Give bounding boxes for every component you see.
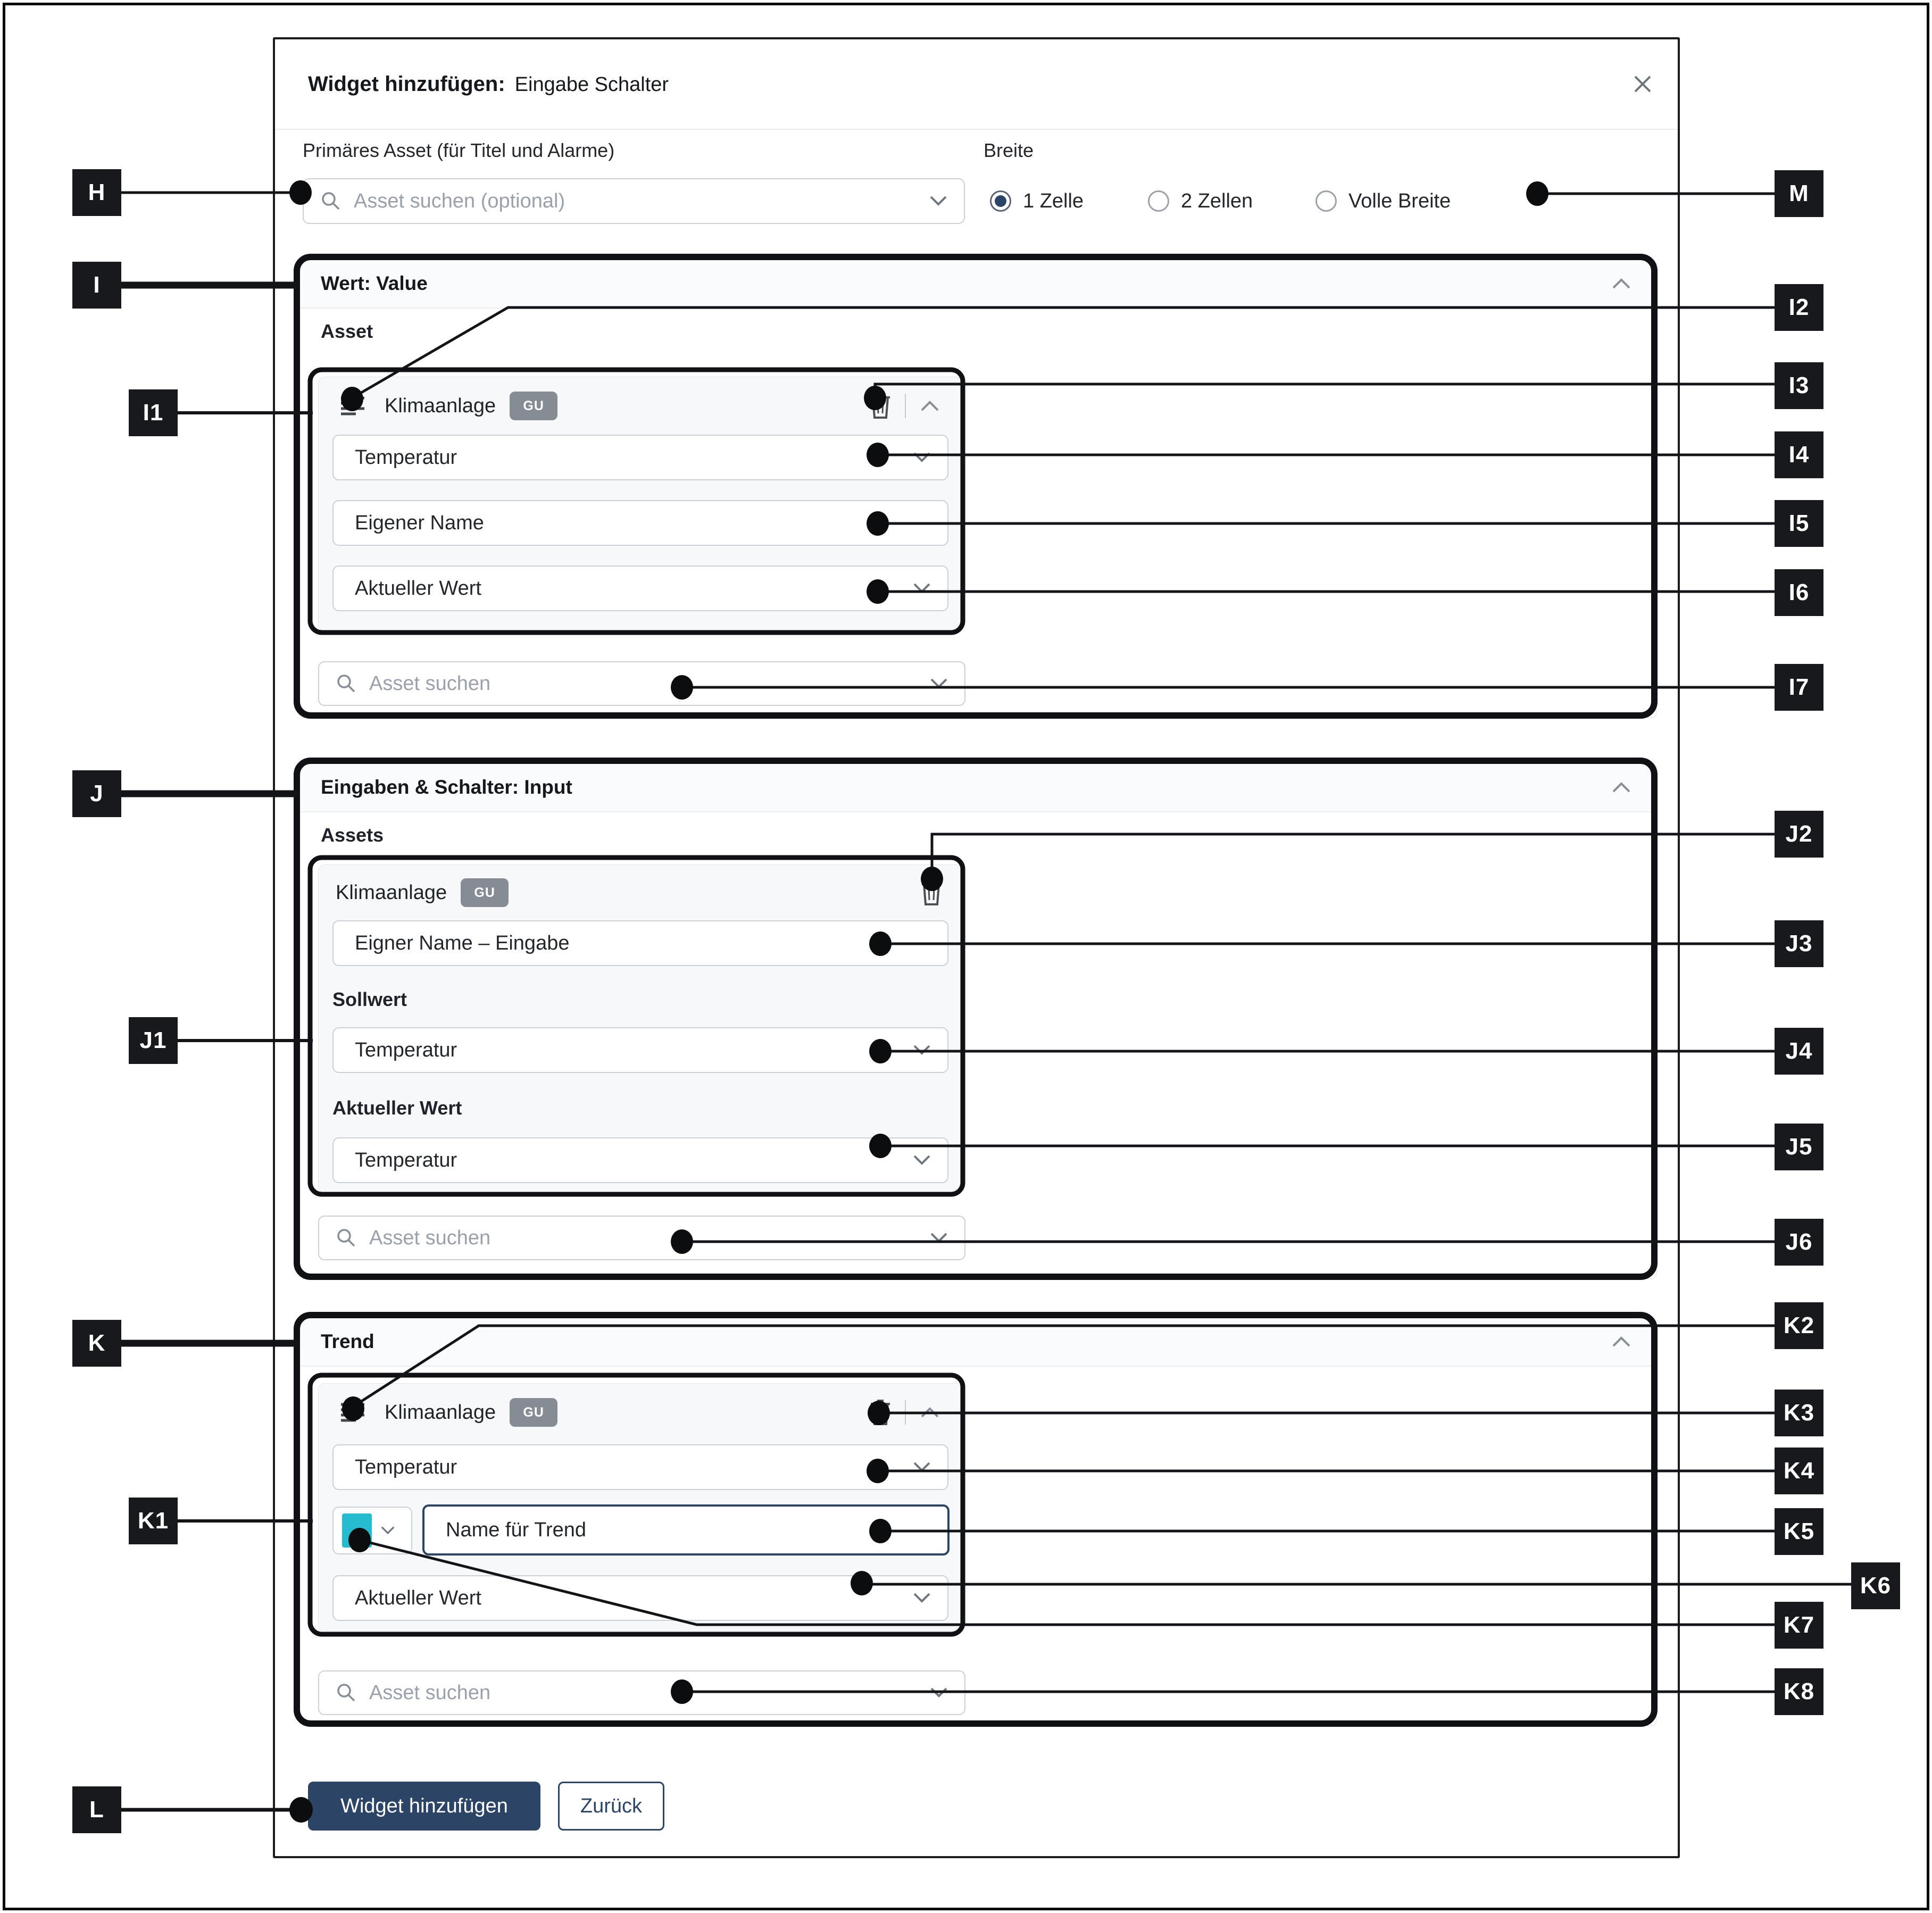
- callout-label-j4: J4: [1775, 1028, 1823, 1075]
- section-wert-title: Wert: Value: [321, 272, 428, 294]
- trend-asset-card: [318, 1383, 963, 1632]
- callout-label-k5: K5: [1775, 1508, 1823, 1555]
- wert-datapoint-value: Temperatur: [355, 446, 457, 469]
- divider: [905, 1400, 906, 1425]
- add-widget-dialog: [273, 37, 1680, 1858]
- callout-label-i6: I6: [1775, 569, 1823, 616]
- sollwert-datapoint-value: Temperatur: [355, 1038, 457, 1061]
- chevron-down-icon: [911, 1592, 932, 1604]
- radio-circle-selected-icon: [990, 190, 1011, 212]
- trend-name-value: Name für Trend: [446, 1518, 586, 1541]
- callout-label-i4: I4: [1775, 431, 1823, 478]
- asset-type-badge: GU: [510, 392, 557, 420]
- trend-color-select[interactable]: [332, 1507, 412, 1554]
- radio-volle-breite-label: Volle Breite: [1348, 189, 1451, 212]
- input-custom-name-input[interactable]: [332, 920, 948, 966]
- callout-label-j1: J1: [129, 1017, 178, 1064]
- section-trend-title: Trend: [321, 1330, 374, 1352]
- asset-name: Klimaanlage: [385, 394, 496, 417]
- drag-handle-icon[interactable]: [340, 1401, 365, 1424]
- wert-datapoint-select[interactable]: [332, 435, 948, 480]
- primary-asset-search-placeholder: Asset suchen (optional): [354, 189, 565, 212]
- asset-type-badge: GU: [461, 878, 509, 907]
- radio-2-zellen[interactable]: [1148, 189, 1253, 213]
- radio-circle-icon: [1315, 190, 1337, 212]
- section-input-header[interactable]: [299, 763, 1656, 812]
- input-custom-name-value: Eigner Name – Eingabe: [355, 931, 570, 954]
- dialog-title-widget-type: Eingabe Schalter: [514, 73, 669, 96]
- section-trend-header[interactable]: [299, 1318, 1656, 1367]
- section-trend: [299, 1317, 1656, 1726]
- asset-label: Asset: [321, 320, 373, 342]
- section-input-title: Eingaben & Schalter: Input: [321, 776, 572, 798]
- trend-datapoint-value: Temperatur: [355, 1455, 457, 1478]
- search-icon: [335, 1227, 357, 1249]
- chevron-down-icon: [928, 1232, 950, 1244]
- aktueller-wert-datapoint-select[interactable]: [332, 1137, 948, 1183]
- chevron-down-icon: [379, 1525, 396, 1536]
- callout-label-i5: I5: [1775, 500, 1823, 547]
- chevron-up-icon[interactable]: [1610, 780, 1633, 794]
- asset-type-badge: GU: [510, 1398, 557, 1427]
- callout-label-k2: K2: [1775, 1302, 1823, 1349]
- wert-asset-search-placeholder: Asset suchen: [369, 672, 491, 695]
- wert-current-value: Aktueller Wert: [355, 577, 481, 600]
- section-input: [299, 763, 1656, 1279]
- wert-current-value-select[interactable]: [332, 565, 948, 611]
- callout-label-k4: K4: [1775, 1448, 1823, 1494]
- callout-label-k: K: [72, 1320, 121, 1367]
- search-icon: [335, 1682, 357, 1704]
- trash-icon[interactable]: [869, 1399, 892, 1426]
- callout-label-m: M: [1775, 170, 1823, 217]
- chevron-up-icon[interactable]: [919, 399, 941, 413]
- sollwert-datapoint-select[interactable]: [332, 1027, 948, 1073]
- close-button[interactable]: [1629, 70, 1656, 98]
- radio-1-zelle-label: 1 Zelle: [1023, 189, 1084, 212]
- trend-asset-search-placeholder: Asset suchen: [369, 1681, 491, 1704]
- callout-label-i3: I3: [1775, 362, 1823, 409]
- callout-label-k8: K8: [1775, 1668, 1823, 1715]
- callout-label-h: H: [72, 169, 121, 216]
- section-wert-value: [299, 259, 1656, 718]
- callout-label-k6: K6: [1851, 1562, 1900, 1609]
- divider: [905, 394, 906, 418]
- callout-label-i1: I1: [129, 389, 178, 436]
- radio-1-zelle[interactable]: [990, 189, 1084, 213]
- wert-asset-search-input[interactable]: [318, 661, 965, 706]
- trash-icon[interactable]: [869, 392, 892, 420]
- close-icon: [1629, 70, 1656, 98]
- wert-asset-card: [318, 377, 963, 631]
- input-asset-card: [318, 864, 963, 1193]
- aktueller-wert-datapoint-value: Temperatur: [355, 1149, 457, 1171]
- aktueller-wert-label: Aktueller Wert: [332, 1097, 462, 1119]
- callout-label-j5: J5: [1775, 1124, 1823, 1170]
- chevron-up-icon[interactable]: [1610, 1335, 1633, 1349]
- chevron-down-icon: [928, 677, 950, 690]
- chevron-down-icon: [911, 1461, 932, 1474]
- trend-datapoint-select[interactable]: [332, 1444, 948, 1490]
- dialog-title: [308, 72, 669, 96]
- back-button[interactable]: Zurück: [558, 1782, 664, 1831]
- sollwert-label: Sollwert: [332, 988, 407, 1010]
- section-wert-header[interactable]: [299, 260, 1656, 309]
- callout-label-i7: I7: [1775, 664, 1823, 711]
- input-asset-search-input[interactable]: [318, 1216, 965, 1260]
- chevron-up-icon[interactable]: [919, 1405, 941, 1419]
- callout-label-j: J: [72, 770, 121, 817]
- input-asset-search-placeholder: Asset suchen: [369, 1226, 491, 1249]
- chevron-down-icon: [911, 582, 932, 595]
- asset-name: Klimaanlage: [385, 1401, 496, 1424]
- callout-label-k3: K3: [1775, 1390, 1823, 1436]
- dialog-title-bold: Widget hinzufügen:: [308, 72, 505, 96]
- asset-name: Klimaanlage: [336, 881, 447, 904]
- radio-circle-icon: [1148, 190, 1169, 212]
- trend-asset-search-input[interactable]: [318, 1670, 965, 1715]
- radio-volle-breite[interactable]: [1315, 189, 1451, 213]
- trend-current-value-select[interactable]: [332, 1575, 948, 1621]
- chevron-down-icon: [911, 451, 932, 464]
- chevron-down-icon: [911, 1044, 932, 1057]
- trash-icon[interactable]: [920, 879, 943, 906]
- title-divider: [275, 129, 1678, 130]
- callout-label-j3: J3: [1775, 920, 1823, 967]
- add-widget-button[interactable]: Widget hinzufügen: [308, 1782, 540, 1831]
- trend-color-swatch: [342, 1513, 372, 1548]
- assets-label: Assets: [321, 824, 384, 846]
- callout-label-j6: J6: [1775, 1219, 1823, 1266]
- wert-custom-name-input[interactable]: [332, 500, 948, 546]
- drag-handle-icon[interactable]: [340, 395, 365, 417]
- trend-current-value: Aktueller Wert: [355, 1586, 481, 1609]
- search-icon: [320, 190, 342, 212]
- breite-label: Breite: [984, 139, 1034, 161]
- callout-label-j2: J2: [1775, 811, 1823, 858]
- callout-label-l: L: [72, 1786, 121, 1833]
- radio-2-zellen-label: 2 Zellen: [1181, 189, 1253, 212]
- callout-label-i2: I2: [1775, 284, 1823, 331]
- chevron-up-icon[interactable]: [1610, 277, 1633, 290]
- callout-label-k1: K1: [129, 1498, 178, 1544]
- wert-custom-name-value: Eigener Name: [355, 511, 484, 534]
- trend-name-input[interactable]: [422, 1504, 950, 1556]
- search-icon: [335, 672, 357, 695]
- chevron-down-icon: [911, 1154, 932, 1167]
- chevron-down-icon: [928, 195, 949, 207]
- primary-asset-search-input[interactable]: [303, 178, 965, 224]
- callout-label-i: I: [72, 262, 121, 309]
- callout-label-k7: K7: [1775, 1602, 1823, 1649]
- chevron-down-icon: [928, 1686, 950, 1699]
- primary-asset-label: Primäres Asset (für Titel und Alarme): [303, 139, 615, 161]
